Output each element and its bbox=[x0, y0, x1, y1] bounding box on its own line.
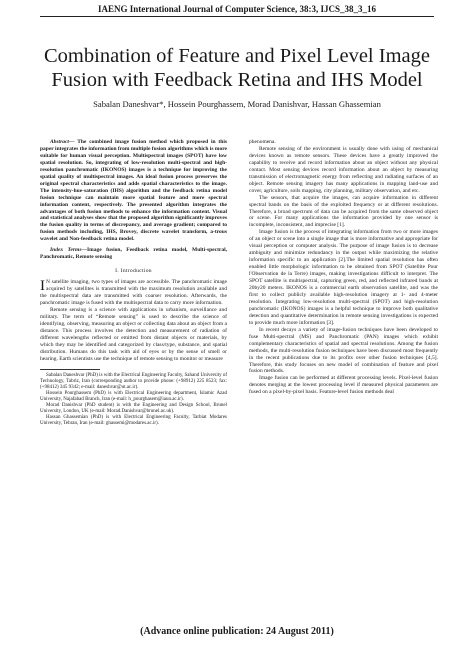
paper-title: Combination of Feature and Pixel Level Image Fusion with Feedback Retina and IHS Model bbox=[44, 45, 430, 91]
index-terms-text: —Image fusion, Feedback retina model, Multi-spectral, Panchromatic, Remote sensing bbox=[40, 247, 227, 261]
abstract bbox=[40, 139, 227, 243]
publication-footer: (Advance online publication: 24 August 2011) bbox=[140, 626, 334, 637]
drop-cap: I bbox=[40, 278, 45, 295]
header-rule bbox=[40, 16, 434, 17]
right-column bbox=[249, 139, 438, 396]
index-terms-label: Index Terms bbox=[50, 247, 82, 254]
author-list: Sabalan Daneshvar*, Hossein Pourghassem, Morad Danishvar, Hassan Ghassemian bbox=[93, 99, 381, 109]
left-column bbox=[40, 139, 227, 427]
right-paragraph-1: Remote sensing of the environment is usually done with using of mechanical devices known as remote sensors. These devices have a greatly improved the capability to receive and record information about an object without any physical contact. Most sensing devices record information about an object by measuring transmission of electromagnetic energy from reflecting and radiating surfaces of an object. Remote sensing imagery has many applications in mapping land-use and cover, agriculture, soils mapping, city planning, military observation, and etc. bbox=[249, 145, 438, 194]
right-paragraph-0: phenomena. bbox=[249, 139, 276, 145]
section-heading: I. Introduction bbox=[115, 268, 152, 275]
footnote-4: Hassan Ghassemian (PhD) is with Electrical Engineering Faculty, Tarbiat Modares University, Tehran, Iran (e-mail: ghassemi@modares.ac.ir). bbox=[40, 415, 227, 427]
footnote-rule bbox=[40, 369, 100, 370]
journal-header: IAENG International Journal of Computer Science, 38:3, IJCS_38_3_16 bbox=[97, 4, 377, 14]
abstract-label: Abstract— bbox=[50, 139, 75, 145]
footnote-1: Sabalan Daneshvar (PhD) is with the Electrical Engineering Faculty, Sahand University of Technology, Tabriz, Iran (corresponding author to provide phone: (+98912) 225 8523; fax: (+98412) 345 9342; e-mail: daneshvar@ut.ac.ir). bbox=[40, 372, 228, 390]
intro-paragraph-1 bbox=[40, 279, 227, 307]
footnote-3: Morad Danishvar (PhD student) is with the Engineering and Design School, Brunel University, London, UK (e-mail: Morad.Danishvar@brunel.ac.uk). bbox=[40, 403, 227, 415]
abstract-text: The combined image fusion method which proposed in this paper integrates the information from multiple fusion algorithms which is more suitable for human visual perception. Multispectral images (SPOT) have low spatial resolution. So, integrating of low-resolution multi-spectral and high-resolution panchromatic (IKONOS) images is a technique for improving the spatial quality of multispectral images. An ideal fusion process preserves the original spectral characteristics and adds spatial characteristics to the image. The intensity-hue-saturation (IHS) algorithm and the feedback retina model fusion technique can maintain more spatial feature and more spectral information content, respectively. The presented algorithm integrates the advantages of both fusion methods to enhance the information content. Visual and statistical analyses show that the proposed algorithm significantly improves the fusion quality in terms of discrepancy, and average gradient; compared to fusion methods including, IHS, Brovey, discrete wavelet transform, a-trous wavelet and Non-feedback retina model. bbox=[40, 139, 227, 243]
footnote-2: Hossein Pourghassem (PhD) is with Electrical Engineering department, Islamic Azad University, Najafabad Branch, Iran (e-mail: h_pourghasem@iaun.ac.ir). bbox=[40, 390, 227, 402]
intro-paragraph-1-text: N satellite imaging, two types of images are accessible. The panchromatic image acquired by satellites is transmitted with the maximum resolution available and the multispectral data are transmitted with coarser resolution. Afterwards, the panchromatic image is fused with the multispectral data to carry more information. bbox=[40, 279, 227, 307]
intro-paragraph-2: Remote sensing is a science with applications in urbanism, surveillance and military. The term of “Remote sensing” is used to describe the science of identifying, observing, measuring an object or collecting data about an object from a distance. This process involves the detection and measurement of radiation of different wavelengths reflected or emitted from distant objects or materials, by which they may be identified and categorized by class/type, substance, and spatial distribution. Humans do this task with aid of eyes or by the sense of smell or hearing. Earth scientists use the technique of remote sensing to monitor or measure bbox=[40, 306, 227, 362]
right-paragraph-2: The sensors, that acquire the images, can acquire information in different spectral bands on the basis of the exploited frequency or at different resolutions. Therefore, a broad spectrum of data can be acquired from the same observed object or scene. For many applications the information provided by one sensor is incomplete, inconsistent, and imprecise [1]. bbox=[249, 194, 438, 229]
right-paragraph-3: Image fusion is the process of integrating information from two or more images of an object or scene into a single image that is more informative and appropriate for visual perception or computer analysis. The purpose of image fusion is to decrease ambiguity and minimize redundancy in the output while maximizing the relative information specific to an application [2].The limited spatial resolution has often enabled little morphologic information to be obtained from SPOT (Satellite Pour l'Observation de la Terre) images, making investigations difficult to interpret. The SPOT satellite is multispectral, capturing green, red, and reflected infrared bands at 20by20 meters. IKONOS is a commercial earth observation satellite, and was the first to collect publicly available high-resolution imagery at 1- and 4-meter resolution. Integrating low-resolution multi-spectral (SPOT) and high-resolution panchromatic (IKONOS) images is a helpful technique to improve both qualitative detection and quantitative determination in remote sensing investigations is expected to provide much more information [3]. bbox=[249, 229, 438, 326]
index-terms bbox=[40, 247, 227, 261]
right-paragraph-4: In recent decays a variety of image-fusion techniques have been developed to fuse Multi-spectral (MS) and Panchromatic (PAN) images which exhibit complementary characteristics of spatial and spectral resolutions. Among the fusion methods, the multi-resolution fusion techniques have been discussed most frequently in the recent publications due to its profits over other fusion techniques [4,5]. Therefore, this study focuses on new model of combination of feature and pixel fusion methods. bbox=[249, 326, 438, 375]
right-paragraph-5: Image fusion can be performed at different processing levels. Pixel-level fusion denotes merging at the lowest processing level if measured physical parameters are fused on a pixel-by-pixel basis. Feature-level fusion methods deal bbox=[249, 375, 438, 396]
